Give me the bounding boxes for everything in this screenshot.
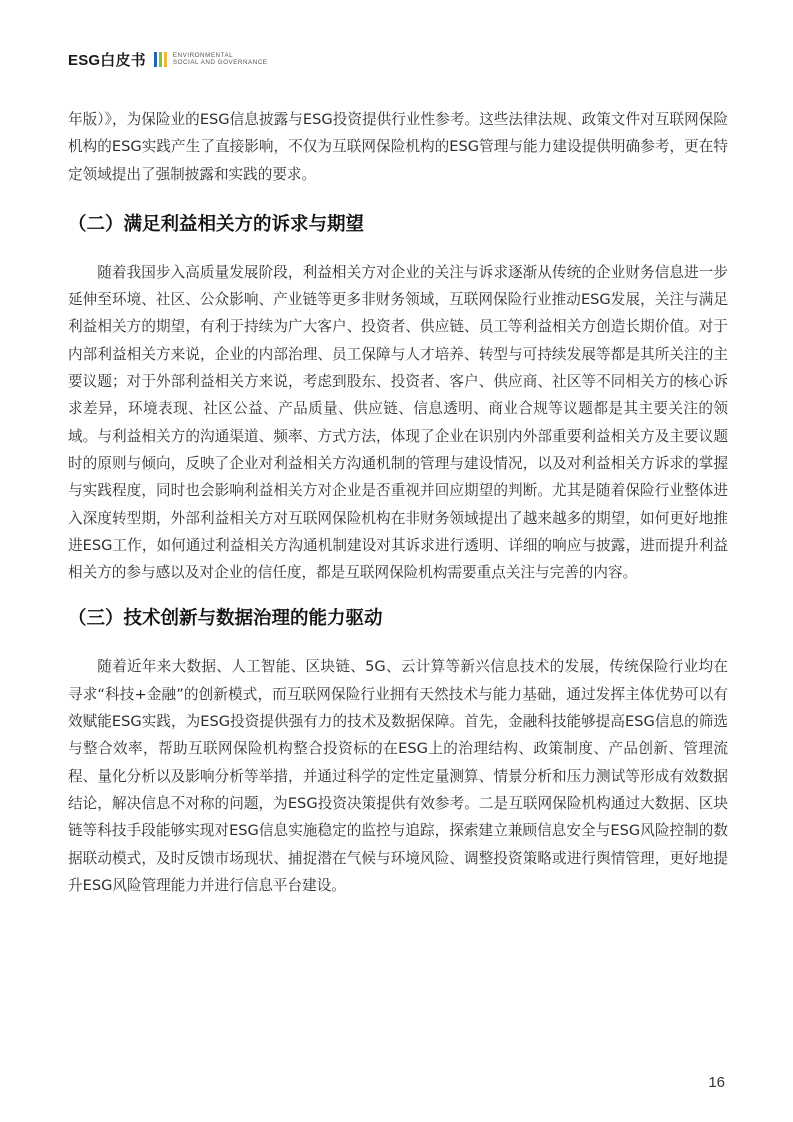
page-number: 16 <box>708 1074 725 1091</box>
brand-title: ESG白皮书 <box>68 51 146 69</box>
green-bar <box>159 52 162 67</box>
section-two-heading: （二）满足利益相关方的诉求与期望 <box>68 213 365 235</box>
section-three-heading: （三）技术创新与数据治理的能力驱动 <box>68 608 383 630</box>
section-two-paragraph: 随着我国步入高质量发展阶段，利益相关方对企业的关注与诉求逐渐从传统的企业财务信息进一步延伸至环境、社区、公众影响、产业链等更多非财务领域，互联网保险行业推动ESG发展，关注与满足利益相关方的期望，有利于持续为广大客户、投资者、供应链、员工等利益相关方创造长期价值。对于内部利益相关方来说，企业的内部治理、员工保障与人才培养、转型与可持续发展等都是其所关注的主要议题；对于外部利益相关方来说，考虑到股东、投资者、客户、供应商、社区等不同相关方的核心诉求差异，环境表现、社区公益、产品质量、供应链、信息透明、商业合规等议题都是其主要关注的领域。与利益相关方的沟通渠道、频率、方式方法，体现了企业在识别内外部重要利益相关方及主要议题时的原则与倾向，反映了企业对利益相关方沟通机制的管理与建设情况，以及对利益相关方诉求的掌握与实践程度，同时也会影响利益相关方对企业是否重视并回应期望的判断。尤其是随着保险行业整体进入深度转型期，外部利益相关方对互联网保险机构在非财务领域提出了越来越多的期望，如何更好地推进ESG工作，如何通过利益相关方沟通机制建设对其诉求进行透明、详细的响应与披露，进而提升利益相关方的参与感以及对企业的信任度，都是互联网保险机构需要重点关注与完善的内容。 <box>68 263 728 582</box>
tagline-line-1: ENVIRONMENTAL <box>172 52 234 59</box>
tagline-line-2: SOCIAL AND GOVERNANCE <box>172 59 268 66</box>
yellow-bar <box>164 52 167 67</box>
section-three-paragraph: 随着近年来大数据、人工智能、区块链、5G、云计算等新兴信息技术的发展，传统保险行业均在寻求“科技+金融”的创新模式，而互联网保险行业拥有天然技术与能力基础，通过发挥主体优势可以有效赋能ESG实践，为ESG投资提供强有力的技术及数据保障。首先，金融科技能够提高ESG信息的筛选与整合效率，帮助互联网保险机构整合投资标的在ESG上的治理结构、政策制度、产品创新、管理流程、量化分析以及影响分析等举措，并通过科学的定性定量测算、情景分析和压力测试等形成有效数据结论，解决信息不对称的问题，为ESG投资决策提供有效参考。二是互联网保险机构通过大数据、区块链等科技手段能够实现对ESG信息实施稳定的监控与追踪，探索建立兼顾信息安全与ESG风险控制的数据联动模式，及时反馈市场现状、捕捉潜在气候与环境风险、调整投资策略或进行舆情管理，更好地提升ESG风险管理能力并进行信息平台建设。 <box>68 658 728 894</box>
blue-bar <box>154 52 157 67</box>
page-header <box>68 47 268 71</box>
brand-bars-logo <box>154 52 167 67</box>
brand-tagline <box>173 52 268 66</box>
intro-paragraph: 年版）》，为保险业的ESG信息披露与ESG投资提供行业性参考。这些法律法规、政策文件对互联网保险机构的ESG实践产生了直接影响，不仅为互联网保险机构的ESG管理与能力建设提供明确参考，更在特定领域提出了强制披露和实践的要求。 <box>68 111 728 183</box>
page-content <box>68 106 728 899</box>
